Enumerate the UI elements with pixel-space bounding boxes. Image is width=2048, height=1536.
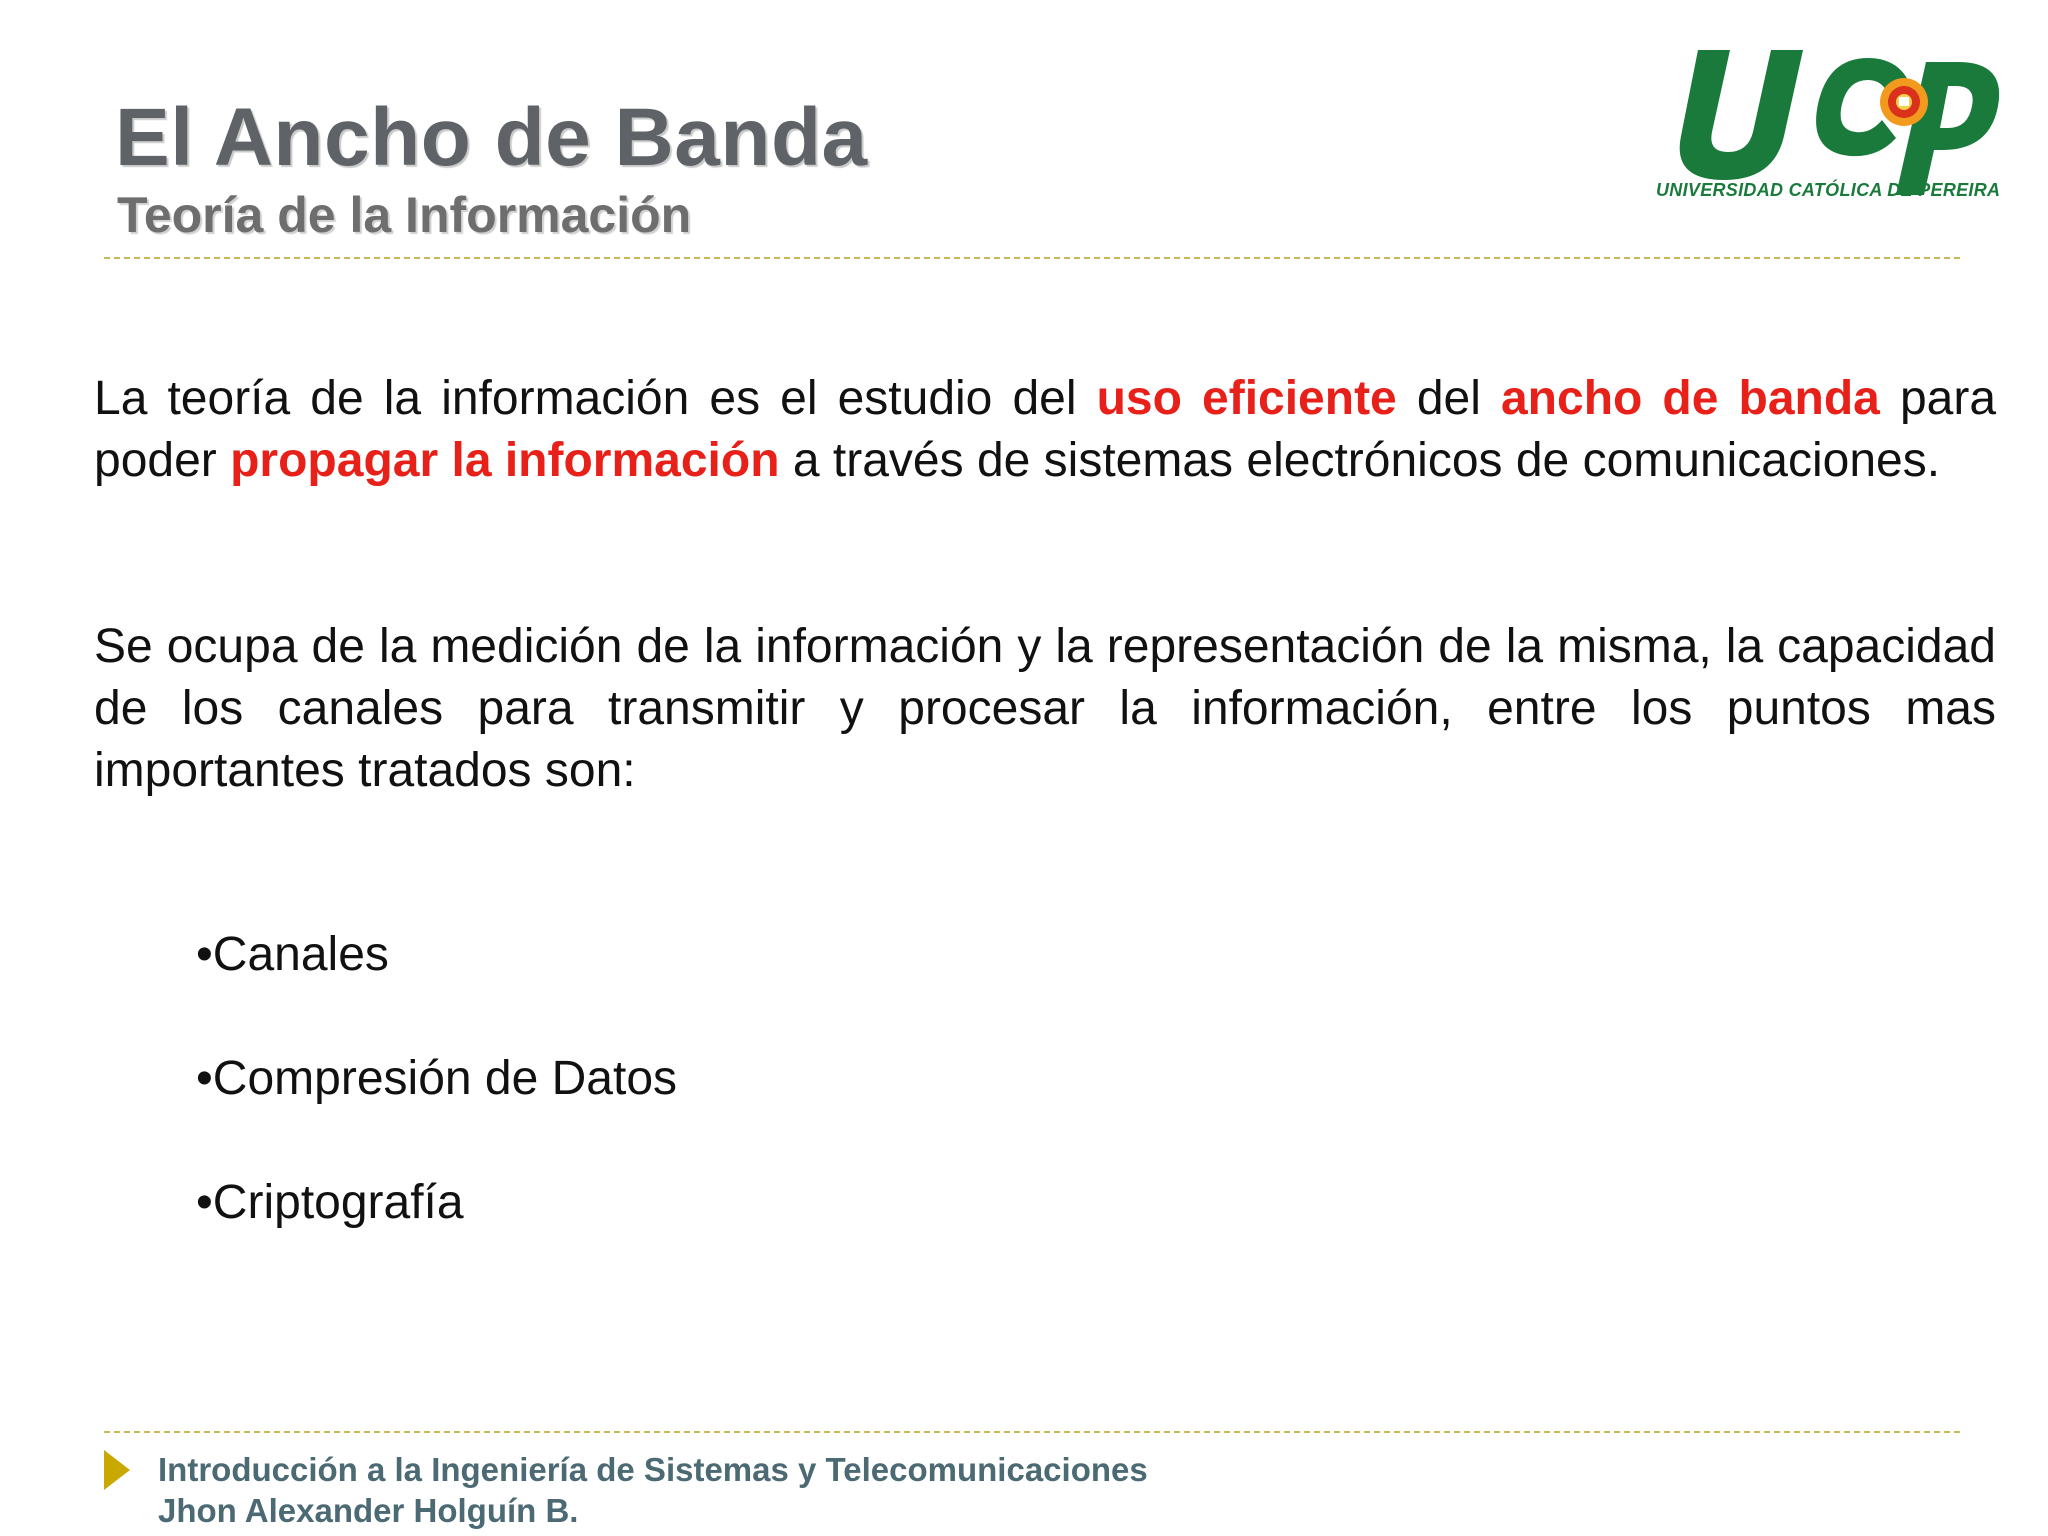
list-item: •Compresión de Datos — [196, 1052, 678, 1105]
highlight-propagar: propagar la información — [230, 434, 780, 487]
text-segment: del — [1396, 372, 1501, 425]
highlight-uso-eficiente: uso eficiente — [1096, 372, 1397, 425]
header-divider — [104, 257, 1960, 259]
list-item: •Criptografía — [196, 1176, 464, 1229]
paragraph-scope: Se ocupa de la medición de la información y la representación de la misma, la capacidad de los canales para transmitir y procesar la información, entre los puntos mas importantes tratados son: — [94, 620, 1996, 797]
university-logo — [1650, 40, 2030, 220]
text-segment: La teoría de la información es el estudio del — [94, 372, 1097, 425]
university-name: UNIVERSIDAD CATÓLICA DE PEREIRA — [1656, 180, 2001, 200]
text-segment: para poder — [94, 372, 1997, 487]
paragraph-definition — [94, 368, 1996, 492]
text-segment: a través de sistemas electrónicos de comunicaciones. — [779, 434, 1941, 487]
footer-divider — [104, 1431, 1960, 1433]
highlight-ancho-de-banda: ancho de banda — [1500, 372, 1880, 425]
slide-title: El Ancho de Banda — [115, 92, 868, 183]
footer-author: Jhon Alexander Holguín B. — [158, 1492, 579, 1529]
footer-course: Introducción a la Ingeniería de Sistemas y Telecomunicaciones — [158, 1451, 1148, 1488]
slide-subtitle: Teoría de la Información — [117, 187, 692, 243]
list-item: •Canales — [196, 928, 389, 981]
topics-list — [196, 924, 677, 1296]
triangle-right-icon — [102, 1448, 132, 1492]
